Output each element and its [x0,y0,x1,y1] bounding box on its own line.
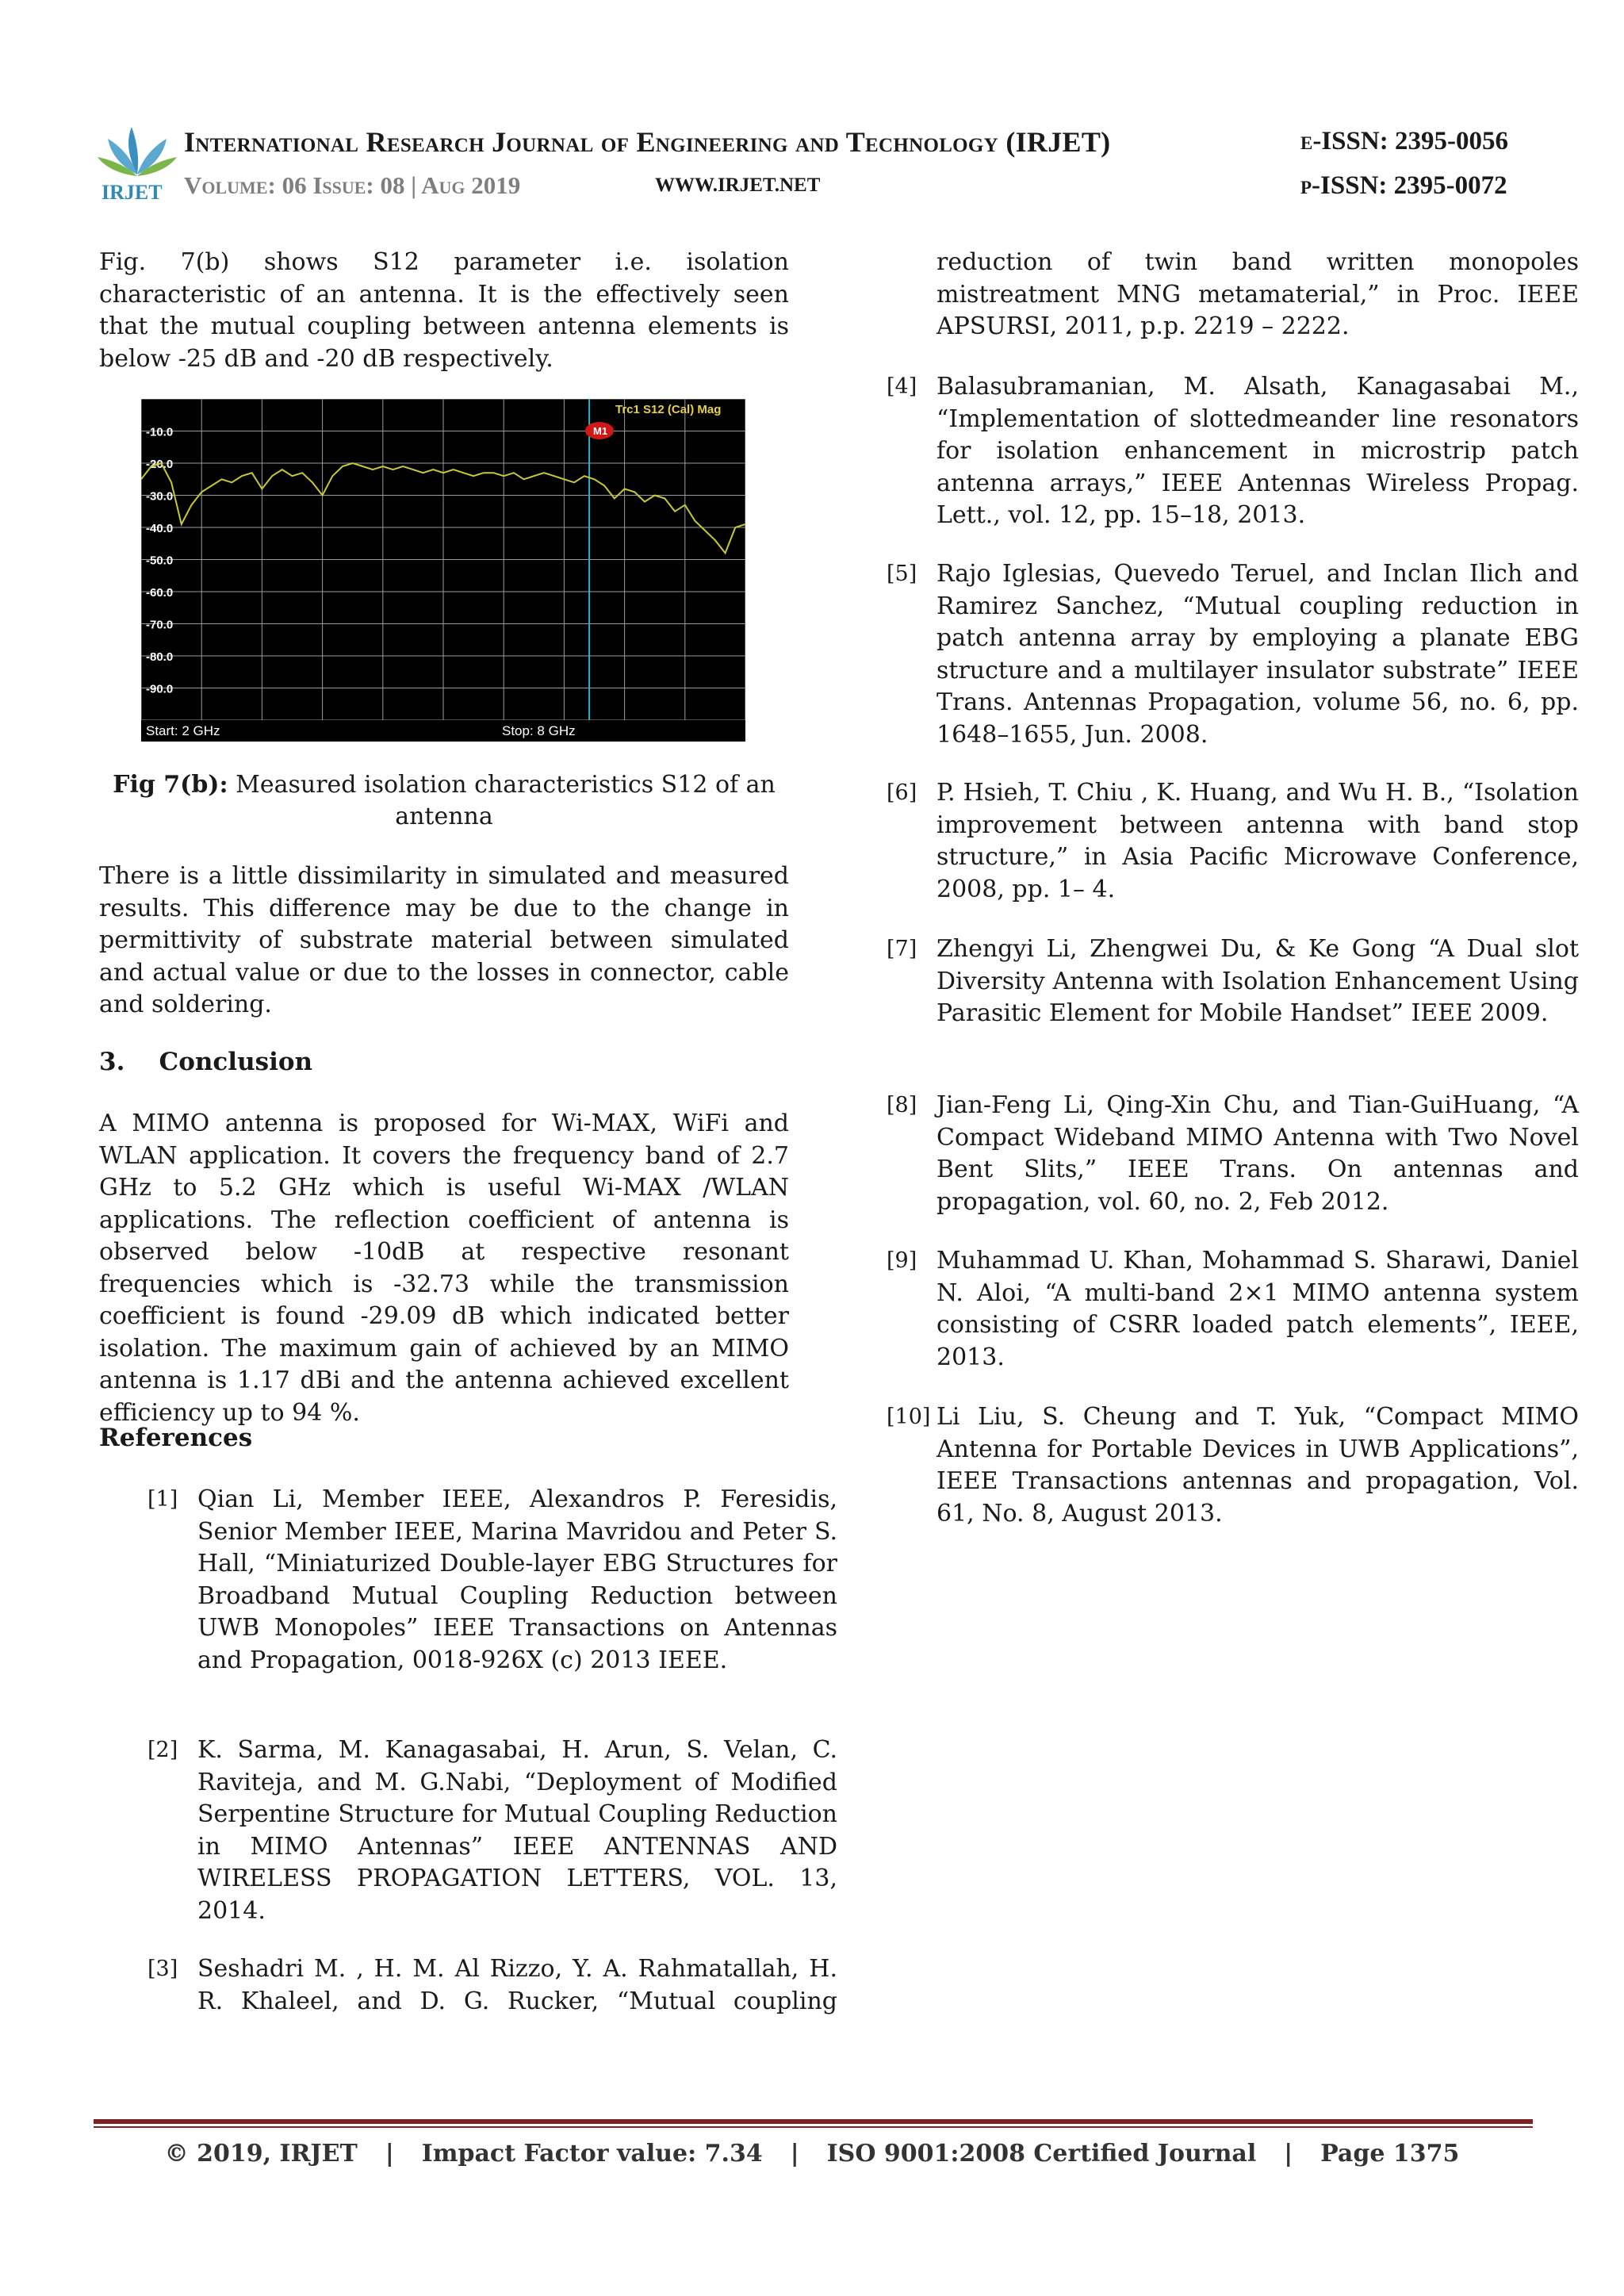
footer-separator: | [790,2140,799,2168]
footer-iso: ISO 9001:2008 Certified Journal [826,2140,1257,2168]
reference-text: Zhengyi Li, Zhengwei Du, & Ke Gong “A Dual slot Diversity Antenna with Isolation Enhancement Using Parasitic Element for Mobile Handset” IEEE 2009. [936,935,1579,1027]
footer-separator: | [1284,2140,1293,2168]
paragraph-dissimilarity: There is a little dissimilarity in simulated and measured results. This difference may be due to the change in permittivity of substrate material between simulated and actual value or due to the losses in connector, cable and soldering. [99,862,789,1018]
conclusion-heading: 3. Conclusion [99,1048,313,1076]
reference-number: [9] [887,1248,917,1273]
reference-number: [2] [147,1738,178,1762]
chart-footer-bar [141,720,745,742]
reference-number: [5] [887,562,917,586]
website-link[interactable]: WWW.IRJET.NET [655,174,821,196]
reference-text: P. Hsieh, T. Chiu , K. Huang, and Wu H. B., “Isolation improvement between antenna with band stop structure,” in Asia Pacific Microwave Conference, 2008, pp. 1– 4. [936,779,1579,903]
y-tick-label: -20.0 [146,458,174,471]
reference-number: [4] [887,374,917,399]
footer-page: Page 1375 [1320,2140,1460,2168]
footer-separator: | [385,2140,394,2168]
caption-label: Fig 7(b): [113,771,228,799]
logo-text: IRJET [102,181,163,204]
reference-text: reduction of twin band written monopoles mistreatment MNG metamaterial,” in Proc. IEEE APSURSI, 2011, p.p. 2219 – 2222. [936,248,1579,340]
reference-text: Seshadri M. , H. M. Al Rizzo, Y. A. Rahmatallah, H. R. Khaleel, and D. G. Rucker, “Mutual coupling [197,1955,837,2015]
reference-number: [7] [887,937,917,961]
references-heading: References [99,1424,253,1452]
reference-number: [6] [887,780,917,805]
footer-rule [94,2119,1533,2124]
footer-impact: Impact Factor value: 7.34 [421,2140,763,2168]
reference-text: Balasubramanian, M. Alsath, Kanagasabai M., “Implementation of slottedmeander line resonators for isolation enhancement in microstrip patch antenna arrays,” IEEE Antennas Wireless Propag. Lett., vol. 12, pp. 15–18, 2013. [936,373,1579,529]
reference-text: Li Liu, S. Cheung and T. Yuk, “Compact MIMO Antenna for Portable Devices in UWB Applications”, IEEE Transactions antennas and propagation, Vol. 61, No. 8, August 2013. [936,1403,1579,1527]
footer-rule-thin [94,2126,1533,2128]
figure-caption [99,769,789,833]
reference-text: Jian-Feng Li, Qing-Xin Chu, and Tian-GuiHuang, “A Compact Wideband MIMO Antenna with Two Novel Bent Slits,” IEEE Trans. On antennas and propagation, vol. 60, no. 2, Feb 2012. [936,1091,1579,1216]
trace-label: Trc1 S12 (Cal) Mag [615,403,722,416]
paragraph-fig7b-intro: Fig. 7(b) shows S12 parameter i.e. isolation characteristic of an antenna. It is the effectively seen that the mutual coupling between antenna elements is below -25 dB and -20 dB respectively. [99,248,789,373]
s12-chart [141,399,745,742]
y-tick-label: -90.0 [146,682,174,696]
footer [0,2140,1624,2168]
start-label: Start: 2 GHz [146,723,220,738]
y-tick-label: -30.0 [146,489,174,504]
reference-number: [1] [147,1487,178,1512]
reference-text: Rajo Iglesias, Quevedo Teruel, and Inclan Ilich and Ramirez Sanchez, “Mutual coupling reduction in patch antenna array by employing a planate EBG structure and a multilayer insulator substrate” IEEE Trans. Antennas Propagation, volume 56, no. 6, pp. 1648–1655, Jun. 2008. [936,560,1579,749]
pissn: p-ISSN: 2395-0072 [1300,171,1507,200]
chart-y-ticks [146,426,173,696]
volume-issue: Volume: 06 Issue: 08 | Aug 2019 [184,171,521,199]
y-tick-label: -40.0 [146,522,174,535]
reference-text: Muhammad U. Khan, Mohammad S. Sharawi, Daniel N. Aloi, “A multi-band 2×1 MIMO antenna system consisting of CSRR loaded patch elements”, IEEE, 2013. [936,1247,1579,1371]
y-tick-label: -50.0 [146,554,174,568]
journal-title: International Research Journal of Engineering and Technology (IRJET) [184,126,1111,158]
footer-copyright: © 2019, IRJET [164,2140,358,2168]
y-tick-label: -70.0 [146,618,174,632]
reference-number: [8] [887,1093,917,1117]
caption-text: Measured isolation characteristics S12 of an antenna [228,771,776,830]
reference-number: [10] [887,1405,931,1429]
y-tick-label: -80.0 [146,650,174,664]
y-tick-label: -60.0 [146,586,174,600]
reference-text: Qian Li, Member IEEE, Alexandros P. Feresidis, Senior Member IEEE, Marina Mavridou and Peter S. Hall, “Miniaturized Double-layer EBG Structures for Broadband Mutual Coupling Reduction between UWB Monopoles” IEEE Transactions on Antennas and Propagation, 0018-926X (c) 2013 IEEE. [197,1485,837,1674]
reference-number: [3] [147,1957,178,1981]
y-tick-label: -10.0 [146,425,174,439]
paragraph-conclusion: A MIMO antenna is proposed for Wi-MAX, WiFi and WLAN application. It covers the frequency band of 2.7 GHz to 5.2 GHz which is useful Wi-MAX /WLAN applications. The reflection coefficient of antenna is observed below -10dB at respective resonant frequencies which is -32.73 while the transmission coefficient is found -29.09 dB which indicated better isolation. The maximum gain of achieved by an MIMO antenna is 1.17 dBi and the antenna achieved excellent efficiency up to 94 %. [99,1110,789,1427]
stop-label: Stop: 8 GHz [502,723,576,738]
reference-text: K. Sarma, M. Kanagasabai, H. Arun, S. Velan, C. Raviteja, and M. G.Nabi, “Deployment of Modified Serpentine Structure for Mutual Coupling Reduction in MIMO Antennas” IEEE ANTENNAS AND WIRELESS PROPAGATION LETTERS, VOL. 13, 2014. [197,1736,837,1925]
eissn: e-ISSN: 2395-0056 [1300,127,1508,155]
marker-label: M1 [593,425,608,437]
